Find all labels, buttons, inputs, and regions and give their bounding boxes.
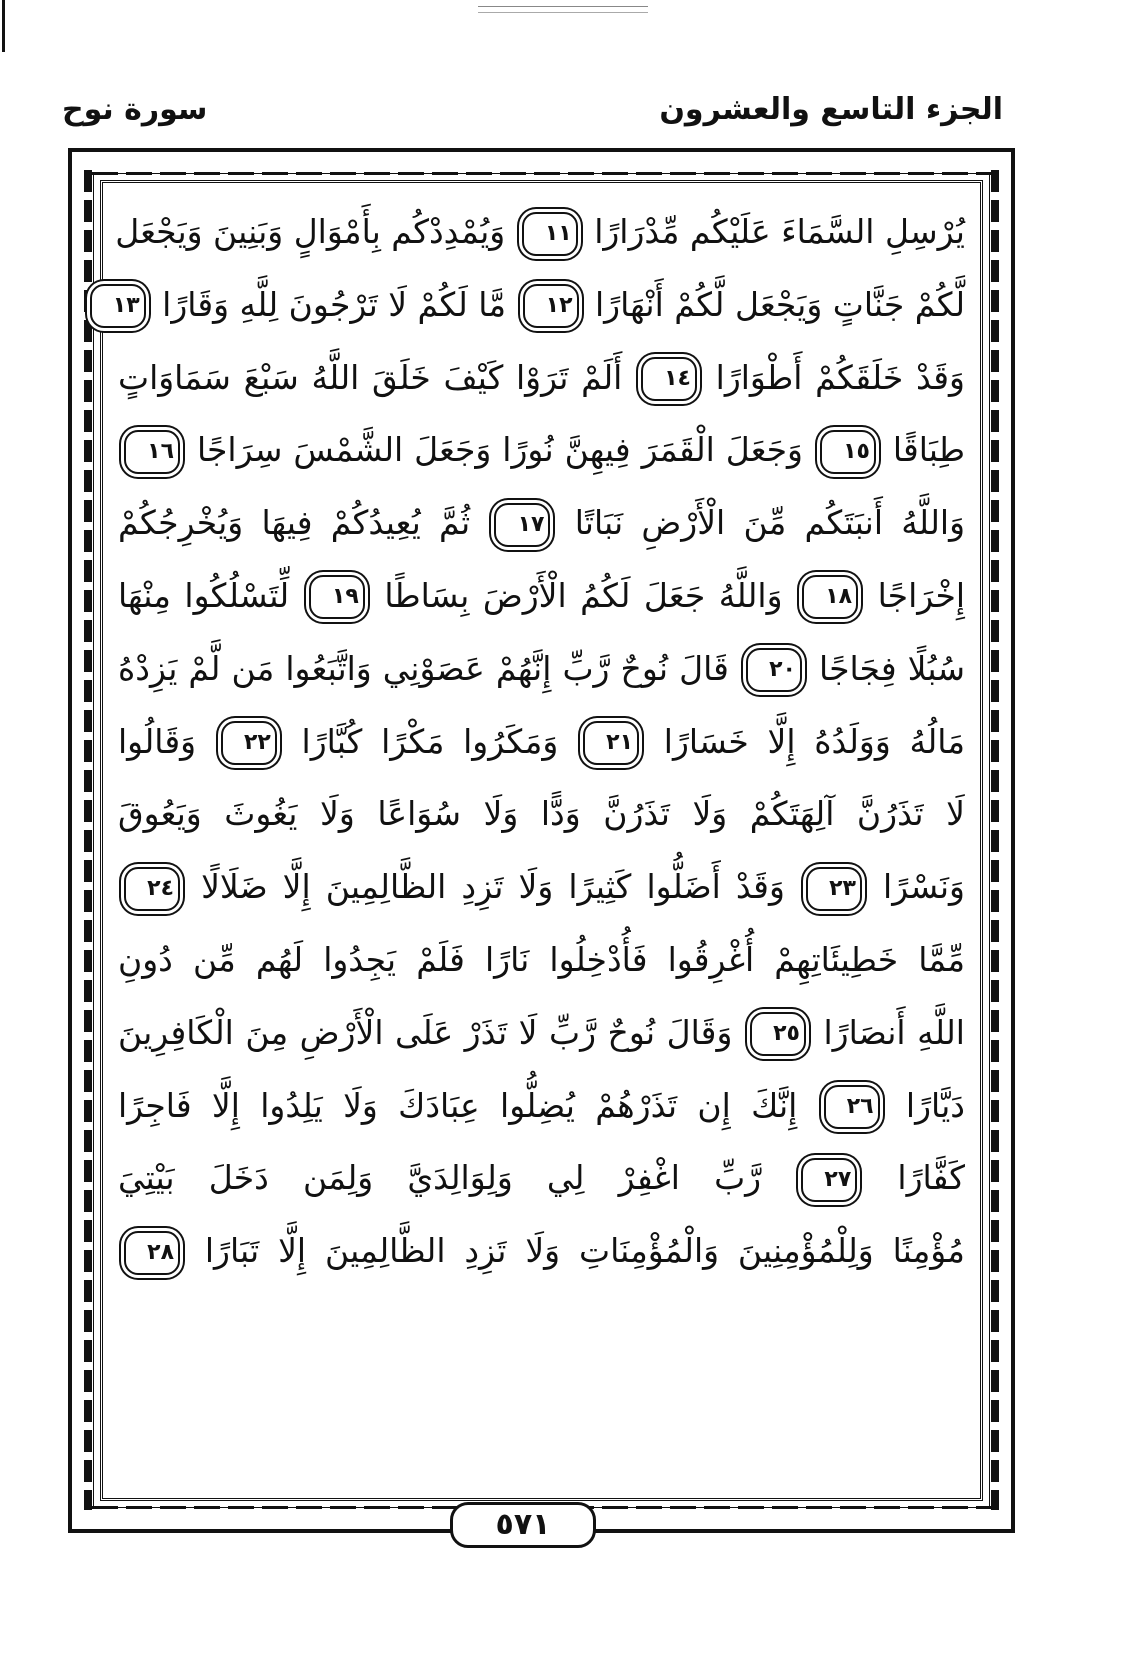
verse-text: أَلَمْ تَرَوْا كَيْفَ خَلَقَ اللَّهُ سَبْعَ سَمَاوَاتٍ xyxy=(118,357,623,397)
verse-number-marker: ٢٤ xyxy=(124,867,180,911)
verse-number-marker: ١٧ xyxy=(494,503,550,547)
verse-text: وَمَكَرُوا مَكْرًا كُبَّارًا xyxy=(301,721,559,761)
text-line xyxy=(118,633,965,706)
surah-name: سورة نوح xyxy=(62,92,208,127)
text-line xyxy=(118,414,965,487)
verse-text: وَاللَّهُ جَعَلَ لَكُمُ الْأَرْضَ بِسَاطًا xyxy=(384,575,783,615)
verse-number-marker: ٢٢ xyxy=(221,721,277,765)
verse-text: إِنَّكَ إِن تَذَرْهُمْ يُضِلُّوا عِبَادَكَ وَلَا يَلِدُوا إِلَّا فَاجِرًا xyxy=(118,1085,798,1125)
verse-text: مَالُهُ وَوَلَدُهُ إِلَّا خَسَارًا xyxy=(663,721,965,761)
verse-number-marker: ١٨ xyxy=(802,575,858,619)
quran-text-block xyxy=(112,196,966,1288)
verse-number-marker: ١١ xyxy=(522,212,578,256)
verse-text: سُبُلًا فِجَاجًا xyxy=(819,648,965,688)
scan-edge-mark xyxy=(2,0,5,52)
verse-number-marker: ٢٦ xyxy=(824,1085,880,1129)
verse-number-marker: ١٣ xyxy=(90,284,146,328)
verse-text: إِخْرَاجًا xyxy=(877,575,966,615)
verse-number-marker: ٢٠ xyxy=(746,648,802,692)
verse-number-marker: ٢٣ xyxy=(806,867,862,911)
text-line xyxy=(118,851,965,924)
text-line xyxy=(118,924,965,997)
verse-number-marker: ٢٨ xyxy=(124,1231,180,1275)
frame-side-decoration xyxy=(84,170,92,1510)
verse-text: لِّتَسْلُكُوا مِنْهَا xyxy=(118,575,290,615)
text-line xyxy=(118,487,965,560)
verse-text: ثُمَّ يُعِيدُكُمْ فِيهَا وَيُخْرِجُكُمْ xyxy=(118,503,471,543)
text-line xyxy=(118,342,965,415)
verse-text: لَّكُمْ جَنَّاتٍ وَيَجْعَل لَّكُمْ أَنْهَارًا xyxy=(595,284,965,324)
juz-title: الجزء التاسع والعشرون xyxy=(659,92,1003,127)
verse-number-marker: ١٦ xyxy=(124,430,180,474)
top-rule xyxy=(478,6,648,7)
verse-text: وَقَدْ خَلَقَكُمْ أَطْوَارًا xyxy=(715,357,965,397)
verse-text: يُرْسِلِ السَّمَاءَ عَلَيْكُم مِّدْرَارًا xyxy=(594,212,965,251)
text-line xyxy=(118,778,965,851)
verse-number-marker: ٢٧ xyxy=(801,1158,857,1202)
text-line xyxy=(112,269,965,342)
verse-text: وَنَسْرًا xyxy=(883,867,965,907)
verse-text: وَقَالَ نُوحٌ رَّبِّ لَا تَذَرْ عَلَى الْأَرْضِ مِنَ الْكَافِرِينَ xyxy=(118,1012,733,1052)
verse-text: مُؤْمِنًا وَلِلْمُؤْمِنِينَ وَالْمُؤْمِنَاتِ وَلَا تَزِدِ الظَّالِمِينَ إِلَّا تَبَارًا xyxy=(204,1231,965,1271)
text-line xyxy=(118,1070,965,1143)
text-line xyxy=(118,997,965,1070)
text-line xyxy=(118,560,965,633)
frame-side-decoration xyxy=(991,170,999,1510)
verse-text: قَالَ نُوحٌ رَّبِّ إِنَّهُمْ عَصَوْنِي وَاتَّبَعُوا مَن لَّمْ يَزِدْهُ xyxy=(118,648,729,688)
verse-number-marker: ١٤ xyxy=(641,357,697,401)
verse-number-marker: ١٢ xyxy=(523,284,579,328)
verse-text: رَّبِّ اغْفِرْ لِي وَلِوَالِدَيَّ وَلِمَن دَخَلَ بَيْتِيَ xyxy=(118,1158,762,1198)
verse-text: وَجَعَلَ الْقَمَرَ فِيهِنَّ نُورًا وَجَعَلَ الشَّمْسَ سِرَاجًا xyxy=(196,430,803,470)
text-line xyxy=(118,1142,965,1215)
verse-text: لَا تَذَرُنَّ آلِهَتَكُمْ وَلَا تَذَرُنَّ وَدًّا وَلَا سُوَاعًا وَلَا يَغُوثَ وَيَعُوقَ xyxy=(118,794,965,834)
text-line xyxy=(115,196,965,269)
verse-number-marker: ١٥ xyxy=(820,430,876,474)
text-line xyxy=(118,706,965,779)
verse-text: وَيُمْدِدْكُم بِأَمْوَالٍ وَبَنِينَ وَيَجْعَل xyxy=(115,212,506,251)
verse-text: اللَّهِ أَنصَارًا xyxy=(823,1012,965,1052)
verse-number-marker: ٢٥ xyxy=(750,1012,806,1056)
verse-text: مِّمَّا خَطِيئَاتِهِمْ أُغْرِقُوا فَأُدْخِلُوا نَارًا فَلَمْ يَجِدُوا لَهُم مِّن دُونِ xyxy=(118,939,965,979)
verse-text: دَيَّارًا xyxy=(905,1085,965,1125)
top-rule xyxy=(478,12,648,13)
verse-text: وَقَالُوا xyxy=(118,721,197,761)
page-number: ٥٧١ xyxy=(450,1502,596,1548)
verse-number-marker: ٢١ xyxy=(583,721,639,765)
text-line xyxy=(118,1215,965,1288)
verse-text: وَاللَّهُ أَنبَتَكُم مِّنَ الْأَرْضِ نَبَاتًا xyxy=(574,503,966,543)
verse-text: كَفَّارًا xyxy=(897,1158,965,1198)
verse-text: مَّا لَكُمْ لَا تَرْجُونَ لِلَّهِ وَقَارًا xyxy=(162,284,507,324)
verse-text: وَقَدْ أَضَلُّوا كَثِيرًا وَلَا تَزِدِ الظَّالِمِينَ إِلَّا ضَلَالًا xyxy=(201,867,785,907)
verse-number-marker: ١٩ xyxy=(309,575,365,619)
verse-text: طِبَاقًا xyxy=(892,430,965,470)
